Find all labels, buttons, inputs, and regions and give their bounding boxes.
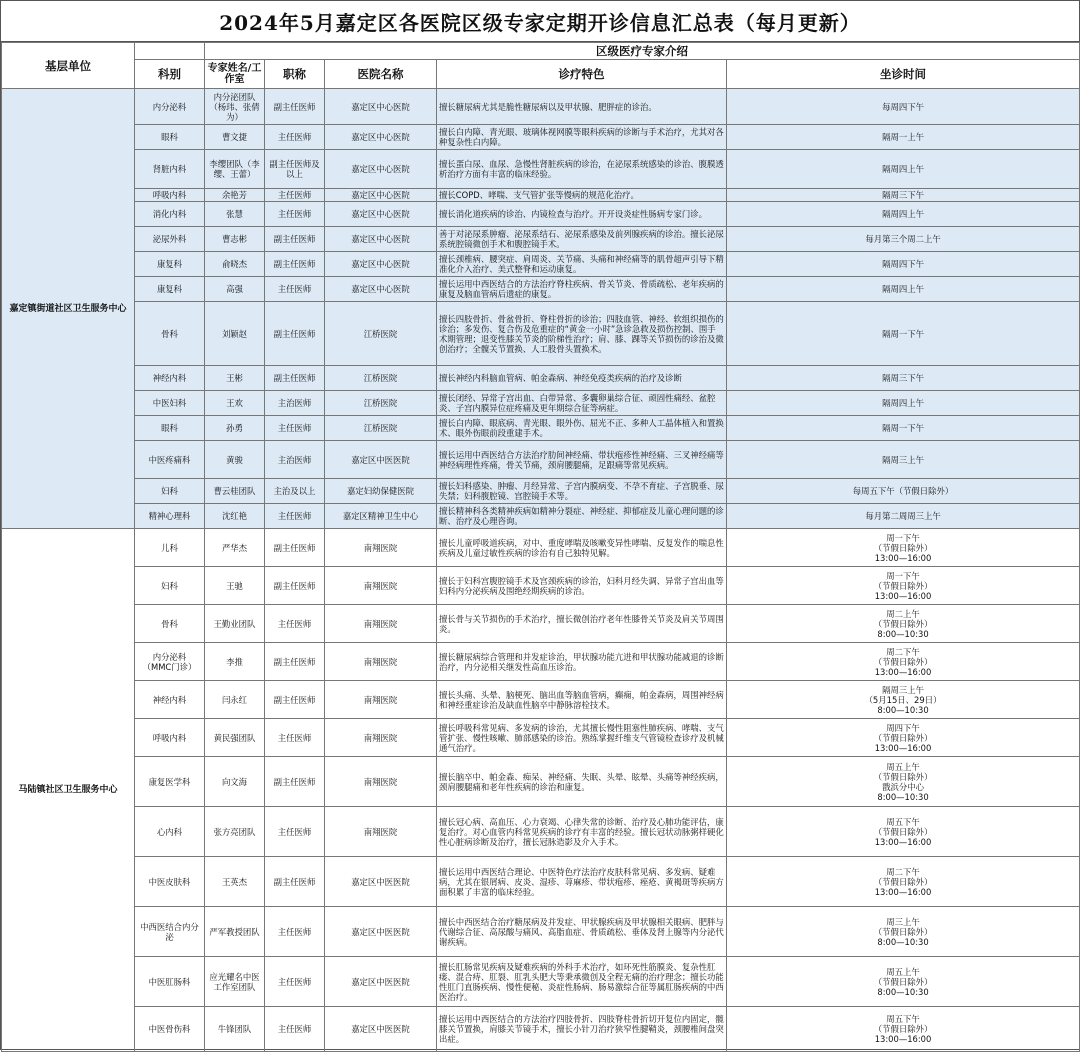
expert-cell: 严华杰 — [205, 529, 265, 567]
table-row — [2, 416, 1080, 441]
table-row — [2, 1007, 1080, 1052]
time-cell: 隔周四上午 — [727, 277, 1080, 302]
time-cell: 隔周三上午 — [727, 441, 1080, 479]
hospital-cell: 嘉定区中心医院 — [325, 202, 437, 227]
feature-cell: 擅长糖尿病综合管理和并发症诊治，甲状腺功能亢进和甲状腺功能减退的诊断治疗，内分泌相关继发性高血压诊治。 — [437, 643, 727, 681]
hospital-cell: 江桥医院 — [325, 366, 437, 391]
rank-cell: 主任医师 — [265, 605, 325, 643]
time-cell: 每月第二周周三上午 — [727, 504, 1080, 529]
feature-cell: 擅长颈椎病、腰突症、肩周炎、关节痛、头痛和神经痛等的肌骨超声引导下精准化介入治疗、美式整脊和运动康复。 — [437, 252, 727, 277]
expert-cell: 严军教授团队 — [205, 907, 265, 957]
dept-cell: 内分泌科 — [135, 89, 205, 125]
dept-cell: 中医肛肠科 — [135, 957, 205, 1007]
table-row — [2, 391, 1080, 416]
hospital-cell: 南翔医院 — [325, 807, 437, 857]
expert-cell: 王彬 — [205, 366, 265, 391]
dept-cell: 心内科 — [135, 807, 205, 857]
feature-cell: 擅长白内障、眼底病、青光眼、眼外伤、屈光不正、多种人工晶体植入和置换术、眼外伤眼前段重建手术。 — [437, 416, 727, 441]
expert-cell: 闫永红 — [205, 681, 265, 719]
time-cell: 周五下午 （节假日除外） 13:00—16:00 — [727, 1007, 1080, 1052]
dept-cell: 呼吸内科 — [135, 189, 205, 202]
hospital-cell: 江桥医院 — [325, 416, 437, 441]
table-row — [2, 125, 1080, 150]
time-cell: 每月第三个周二上午 — [727, 227, 1080, 252]
rank-cell: 主治及以上 — [265, 479, 325, 504]
feature-cell: 擅长白内障、青光眼、玻璃体视网膜等眼科疾病的诊断与手术治疗，尤其对各种复杂性白内障。 — [437, 125, 727, 150]
hospital-cell: 嘉定区中心医院 — [325, 125, 437, 150]
rank-cell: 主任医师 — [265, 125, 325, 150]
header-dept: 科别 — [135, 60, 205, 89]
dept-cell: 中西医结合内分泌 — [135, 907, 205, 957]
dept-cell: 神经内科 — [135, 681, 205, 719]
time-cell: 每周四下午 — [727, 89, 1080, 125]
hospital-cell: 嘉定区中心医院 — [325, 277, 437, 302]
dept-cell: 骨科 — [135, 302, 205, 366]
expert-cell: 应光耀名中医工作室团队 — [205, 957, 265, 1007]
dept-cell: 康复科 — [135, 277, 205, 302]
rank-cell: 主任医师 — [265, 1007, 325, 1052]
feature-cell: 善于对泌尿系肿瘤、泌尿系结石、泌尿系感染及前列腺疾病的诊治。擅长泌尿系统腔镜微创手术和腹腔镜手术。 — [437, 227, 727, 252]
rank-cell: 副主任医师 — [265, 643, 325, 681]
table-row — [2, 907, 1080, 957]
expert-cell: 高强 — [205, 277, 265, 302]
dept-cell: 妇科 — [135, 567, 205, 605]
dept-cell: 精神心理科 — [135, 504, 205, 529]
expert-cell: 李缨团队（李缨、王蕾） — [205, 150, 265, 189]
table-row — [2, 857, 1080, 907]
time-cell: 周一下午 （节假日除外） 13:00—16:00 — [727, 567, 1080, 605]
hospital-cell: 嘉定区中心医院 — [325, 227, 437, 252]
expert-cell: 王勤业团队 — [205, 605, 265, 643]
expert-cell: 余艳芳 — [205, 189, 265, 202]
rank-cell: 主任医师 — [265, 907, 325, 957]
hospital-cell: 南翔医院 — [325, 757, 437, 807]
header-feature: 诊疗特色 — [437, 60, 727, 89]
time-cell: 隔周三下午 — [727, 189, 1080, 202]
time-cell: 隔周四上午 — [727, 391, 1080, 416]
hospital-cell: 南翔医院 — [325, 643, 437, 681]
rank-cell: 副主任医师 — [265, 857, 325, 907]
hospital-cell: 嘉定区中心医院 — [325, 150, 437, 189]
hospital-cell: 南翔医院 — [325, 567, 437, 605]
time-cell: 隔周四上午 — [727, 150, 1080, 189]
expert-cell: 黄骏 — [205, 441, 265, 479]
hospital-cell: 江桥医院 — [325, 391, 437, 416]
feature-cell: 擅长神经内科脑血管病、帕金森病、神经免疫类疾病的治疗及诊断 — [437, 366, 727, 391]
table-row — [2, 227, 1080, 252]
schedule-table — [1, 42, 1080, 1052]
expert-cell: 黄民强团队 — [205, 719, 265, 757]
feature-cell: 擅长妇科感染、肿瘤、月经异常、子宫内膜病变、不孕不育症、子宫脱垂、尿失禁；妇科腹腔镜、宫腔镜手术等。 — [437, 479, 727, 504]
dept-cell: 康复医学科 — [135, 757, 205, 807]
rank-cell: 副主任医师 — [265, 757, 325, 807]
time-cell: 周一下午 （节假日除外） 13:00—16:00 — [727, 529, 1080, 567]
expert-cell: 王欢 — [205, 391, 265, 416]
rank-cell: 副主任医师 — [265, 227, 325, 252]
table-row — [2, 302, 1080, 366]
rank-cell: 主任医师 — [265, 189, 325, 202]
header-group: 区级医疗专家介绍 — [205, 43, 1080, 60]
table-row — [2, 441, 1080, 479]
feature-cell: 擅长运用中西医结合理论、中医特色疗法治疗皮肤科常见病、多发病、疑难病，尤其在银屑病、皮炎、湿疹、荨麻疹、带状疱疹、痤疮、黄褐斑等疾病方面积累了丰富的临床经验。 — [437, 857, 727, 907]
table-row — [2, 719, 1080, 757]
table-row — [2, 567, 1080, 605]
feature-cell: 擅长中西医结合治疗糖尿病及并发症、甲状腺疾病及甲状腺相关眼病、肥胖与代谢综合征、高尿酸与痛风、高脂血症、骨质疏松、垂体及肾上腺等内分泌代谢疾病。 — [437, 907, 727, 957]
table-row — [2, 957, 1080, 1007]
hospital-cell: 嘉定区中医医院 — [325, 907, 437, 957]
expert-cell: 曹文捷 — [205, 125, 265, 150]
time-cell: 隔周一下午 — [727, 302, 1080, 366]
time-cell: 隔周三下午 — [727, 366, 1080, 391]
feature-cell: 擅长于妇科宫腹腔镜手术及宫颈疾病的诊治，妇科月经失调、异常子宫出血等妇科内分泌疾病及围绝经期疾病的诊治。 — [437, 567, 727, 605]
hospital-cell: 南翔医院 — [325, 605, 437, 643]
table-row — [2, 504, 1080, 529]
feature-cell: 擅长骨与关节损伤的手术治疗，擅长微创治疗老年性膝骨关节炎及肩关节周围炎。 — [437, 605, 727, 643]
time-cell: 每周五下午（节假日除外） — [727, 479, 1080, 504]
header-base-unit: 基层单位 — [2, 43, 135, 89]
hospital-cell: 嘉定区中医医院 — [325, 1007, 437, 1052]
time-cell: 周五下午 （节假日除外） 13:00—16:00 — [727, 807, 1080, 857]
dept-cell: 内分泌科 （MMC门诊） — [135, 643, 205, 681]
table-row — [2, 89, 1080, 125]
dept-cell: 神经内科 — [135, 366, 205, 391]
rank-cell: 主任医师 — [265, 416, 325, 441]
header-expert: 专家姓名/工作室 — [205, 60, 265, 89]
dept-cell: 康复科 — [135, 252, 205, 277]
expert-cell: 牛锋团队 — [205, 1007, 265, 1052]
feature-cell: 擅长肛肠常见疾病及疑难疾病的外科手术治疗，如环死性筋膜炎、复杂性肛瘘、混合痔、肛裂、肛乳头肥大等秉承微创及全程无痛的治疗理念；擅长功能性肛门直肠疾病、慢性便秘、炎症性肠病、肠易激综合征等属肛肠疾病的中西医治疗。 — [437, 957, 727, 1007]
expert-cell: 沈红艳 — [205, 504, 265, 529]
expert-cell: 向文海 — [205, 757, 265, 807]
time-cell: 周二下午 （节假日除外） 13:00—16:00 — [727, 643, 1080, 681]
expert-cell: 曹云桂团队 — [205, 479, 265, 504]
table-row — [2, 189, 1080, 202]
feature-cell: 擅长运用中西医结合的方法治疗四肢骨折、四肢脊柱骨折切开复位内固定，髋膝关节置换，肩膝关节镜手术，擅长小针刀治疗狭窄性腱鞘炎，颈腰椎间盘突出症。 — [437, 1007, 727, 1052]
dept-cell: 中医骨伤科 — [135, 1007, 205, 1052]
header-time: 坐诊时间 — [727, 60, 1080, 89]
expert-cell: 李推 — [205, 643, 265, 681]
table-row — [2, 252, 1080, 277]
feature-cell: 擅长运用中西医结合的方法治疗脊柱疾病、骨关节炎、骨质疏松、老年疾病的康复及脑血管病后遗症的康复。 — [437, 277, 727, 302]
table-row — [2, 529, 1080, 567]
feature-cell: 擅长闭经、异常子宫出血、白带异常、多囊卵巢综合征、顽固性痛经、盆腔炎、子宫内膜异位症疼痛及更年期综合征等病症。 — [437, 391, 727, 416]
header-blank — [135, 43, 205, 60]
base-unit-cell: 嘉定镇街道社区卫生服务中心 — [2, 89, 135, 529]
time-cell: 隔周四下午 — [727, 252, 1080, 277]
hospital-cell: 嘉定区精神卫生中心 — [325, 504, 437, 529]
rank-cell: 副主任医师 — [265, 302, 325, 366]
base-unit-cell: 马陆镇社区卫生服务中心 — [2, 529, 135, 1052]
feature-cell: 擅长精神科各类精神疾病如精神分裂症、神经症、抑郁症及儿童心理问题的诊断、治疗及心理咨询。 — [437, 504, 727, 529]
page-title: 2024年5月嘉定区各医院区级专家定期开诊信息汇总表（每月更新） — [1, 1, 1079, 42]
dept-cell: 消化内科 — [135, 202, 205, 227]
table-row — [2, 681, 1080, 719]
dept-cell: 中医妇科 — [135, 391, 205, 416]
rank-cell: 主任医师 — [265, 277, 325, 302]
time-cell: 周二下午 （节假日除外） 13:00—16:00 — [727, 857, 1080, 907]
hospital-cell: 嘉定区中医医院 — [325, 857, 437, 907]
time-cell: 周五上午 （节假日除外） 8:00—10:30 — [727, 957, 1080, 1007]
time-cell: 周二上午 （节假日除外） 8:00—10:30 — [727, 605, 1080, 643]
feature-cell: 擅长儿童呼吸道疾病，对中、重度哮喘及咳嗽变异性哮喘、反复发作的喘息性疾病及儿童过敏性疾病的诊治有自己独特见解。 — [437, 529, 727, 567]
hospital-cell: 嘉定妇幼保健医院 — [325, 479, 437, 504]
dept-cell: 眼科 — [135, 416, 205, 441]
rank-cell: 主治医师 — [265, 441, 325, 479]
table-row — [2, 643, 1080, 681]
rank-cell: 主任医师 — [265, 957, 325, 1007]
time-cell: 周五上午 （节假日除外） 戬浜分中心 8:00—10:30 — [727, 757, 1080, 807]
dept-cell: 泌尿外科 — [135, 227, 205, 252]
expert-cell: 王英杰 — [205, 857, 265, 907]
time-cell: 隔周一下午 — [727, 416, 1080, 441]
hospital-cell: 嘉定区中医医院 — [325, 441, 437, 479]
expert-cell: 张慧 — [205, 202, 265, 227]
table-row — [2, 479, 1080, 504]
expert-cell: 刘颖赵 — [205, 302, 265, 366]
feature-cell: 擅长头痛、头晕、脑梗死、脑出血等脑血管病，癫痫，帕金森病，周围神经病和神经重症诊治及缺血性脑卒中静脉溶栓技术。 — [437, 681, 727, 719]
dept-cell: 肾脏内科 — [135, 150, 205, 189]
table-body — [2, 89, 1080, 1052]
rank-cell: 副主任医师 — [265, 252, 325, 277]
header-rank: 职称 — [265, 60, 325, 89]
hospital-cell: 南翔医院 — [325, 681, 437, 719]
rank-cell: 主任医师 — [265, 807, 325, 857]
dept-cell: 中医皮肤科 — [135, 857, 205, 907]
expert-cell: 俞晓杰 — [205, 252, 265, 277]
hospital-cell: 嘉定区中心医院 — [325, 252, 437, 277]
hospital-cell: 南翔医院 — [325, 719, 437, 757]
feature-cell: 擅长呼吸科常见病、多发病的诊治，尤其擅长慢性阻塞性肺疾病、哮喘、支气管扩张、慢性咳嗽、肺部感染的诊治。熟练掌握纤维支气管镜检查诊疗及机械通气治疗。 — [437, 719, 727, 757]
time-cell: 周四下午 （节假日除外） 13:00—16:00 — [727, 719, 1080, 757]
dept-cell: 中医疼痛科 — [135, 441, 205, 479]
rank-cell: 主治医师 — [265, 391, 325, 416]
feature-cell: 擅长COPD、哮喘、支气管扩张等慢病的规范化治疗。 — [437, 189, 727, 202]
rank-cell: 主任医师 — [265, 719, 325, 757]
dept-cell: 呼吸内科 — [135, 719, 205, 757]
time-cell: 隔周三上午 （5月15日、29日） 8:00—10:30 — [727, 681, 1080, 719]
rank-cell: 副主任医师 — [265, 529, 325, 567]
feature-cell: 擅长蛋白尿、血尿、急慢性肾脏疾病的诊治，在泌尿系统感染的诊治、腹膜透析治疗方面有丰富的临床经验。 — [437, 150, 727, 189]
hospital-cell: 江桥医院 — [325, 302, 437, 366]
feature-cell: 擅长消化道疾病的诊治、内镜检查与治疗。开开设炎症性肠病专家门诊。 — [437, 202, 727, 227]
rank-cell: 主任医师 — [265, 504, 325, 529]
table-row — [2, 202, 1080, 227]
expert-cell: 王驰 — [205, 567, 265, 605]
rank-cell: 副主任医师 — [265, 89, 325, 125]
dept-cell: 妇科 — [135, 479, 205, 504]
rank-cell: 主任医师 — [265, 202, 325, 227]
feature-cell: 擅长糖尿病尤其是脆性糖尿病以及甲状腺、肥胖症的诊治。 — [437, 89, 727, 125]
hospital-cell: 嘉定区中医医院 — [325, 957, 437, 1007]
rank-cell: 副主任医师 — [265, 681, 325, 719]
time-cell: 隔周四上午 — [727, 202, 1080, 227]
table-row — [2, 807, 1080, 857]
hospital-cell: 南翔医院 — [325, 529, 437, 567]
table-row — [2, 757, 1080, 807]
header-hospital: 医院名称 — [325, 60, 437, 89]
expert-cell: 内分泌团队（杨玮、张倩为） — [205, 89, 265, 125]
hospital-cell: 嘉定区中心医院 — [325, 189, 437, 202]
feature-cell: 擅长四肢骨折、骨盆骨折、脊柱骨折的诊治；四肢血管、神经、软组织损伤的诊治；多发伤、复合伤及危重症的“黄金一小时”急诊急救及损伤控制、围手术期管理；退变性膝关节炎的阶梯性治疗；肩、膝、踝等关节损伤的诊治及微创治疗；全髋关节置换、人工股骨头置换术。 — [437, 302, 727, 366]
rank-cell: 副主任医师 — [265, 366, 325, 391]
feature-cell: 擅长脑卒中、帕金森、痴呆、神经痛、失眠、头晕、眩晕、头痛等神经疾病，颈肩腰腿痛和老年性疾病的诊治和康复。 — [437, 757, 727, 807]
dept-cell: 儿科 — [135, 529, 205, 567]
table-row — [2, 605, 1080, 643]
hospital-cell: 嘉定区中心医院 — [325, 89, 437, 125]
table-row — [2, 150, 1080, 189]
table-row — [2, 277, 1080, 302]
expert-cell: 孙勇 — [205, 416, 265, 441]
time-cell: 隔周一上午 — [727, 125, 1080, 150]
expert-cell: 曹志彬 — [205, 227, 265, 252]
rank-cell: 副主任医师及以上 — [265, 150, 325, 189]
feature-cell: 擅长运用中西医结合方法治疗肋间神经痛、带状疱疹性神经痛、三叉神经痛等神经病理性疼痛，骨关节痛，颈肩腰腿痛，足跟痛等常见疾病。 — [437, 441, 727, 479]
dept-cell: 眼科 — [135, 125, 205, 150]
feature-cell: 擅长冠心病、高血压、心力衰竭、心律失常的诊断、治疗及心肺功能评估，康复治疗。对心血管内科常见疾病的诊疗有丰富的经验。擅长冠状动脉粥样硬化性心脏病诊断及治疗，擅长冠脉造影及介入手术。 — [437, 807, 727, 857]
table-row — [2, 366, 1080, 391]
dept-cell: 骨科 — [135, 605, 205, 643]
expert-cell: 张方亮团队 — [205, 807, 265, 857]
time-cell: 周三上午 （节假日除外） 8:00—10:30 — [727, 907, 1080, 957]
rank-cell: 副主任医师 — [265, 567, 325, 605]
